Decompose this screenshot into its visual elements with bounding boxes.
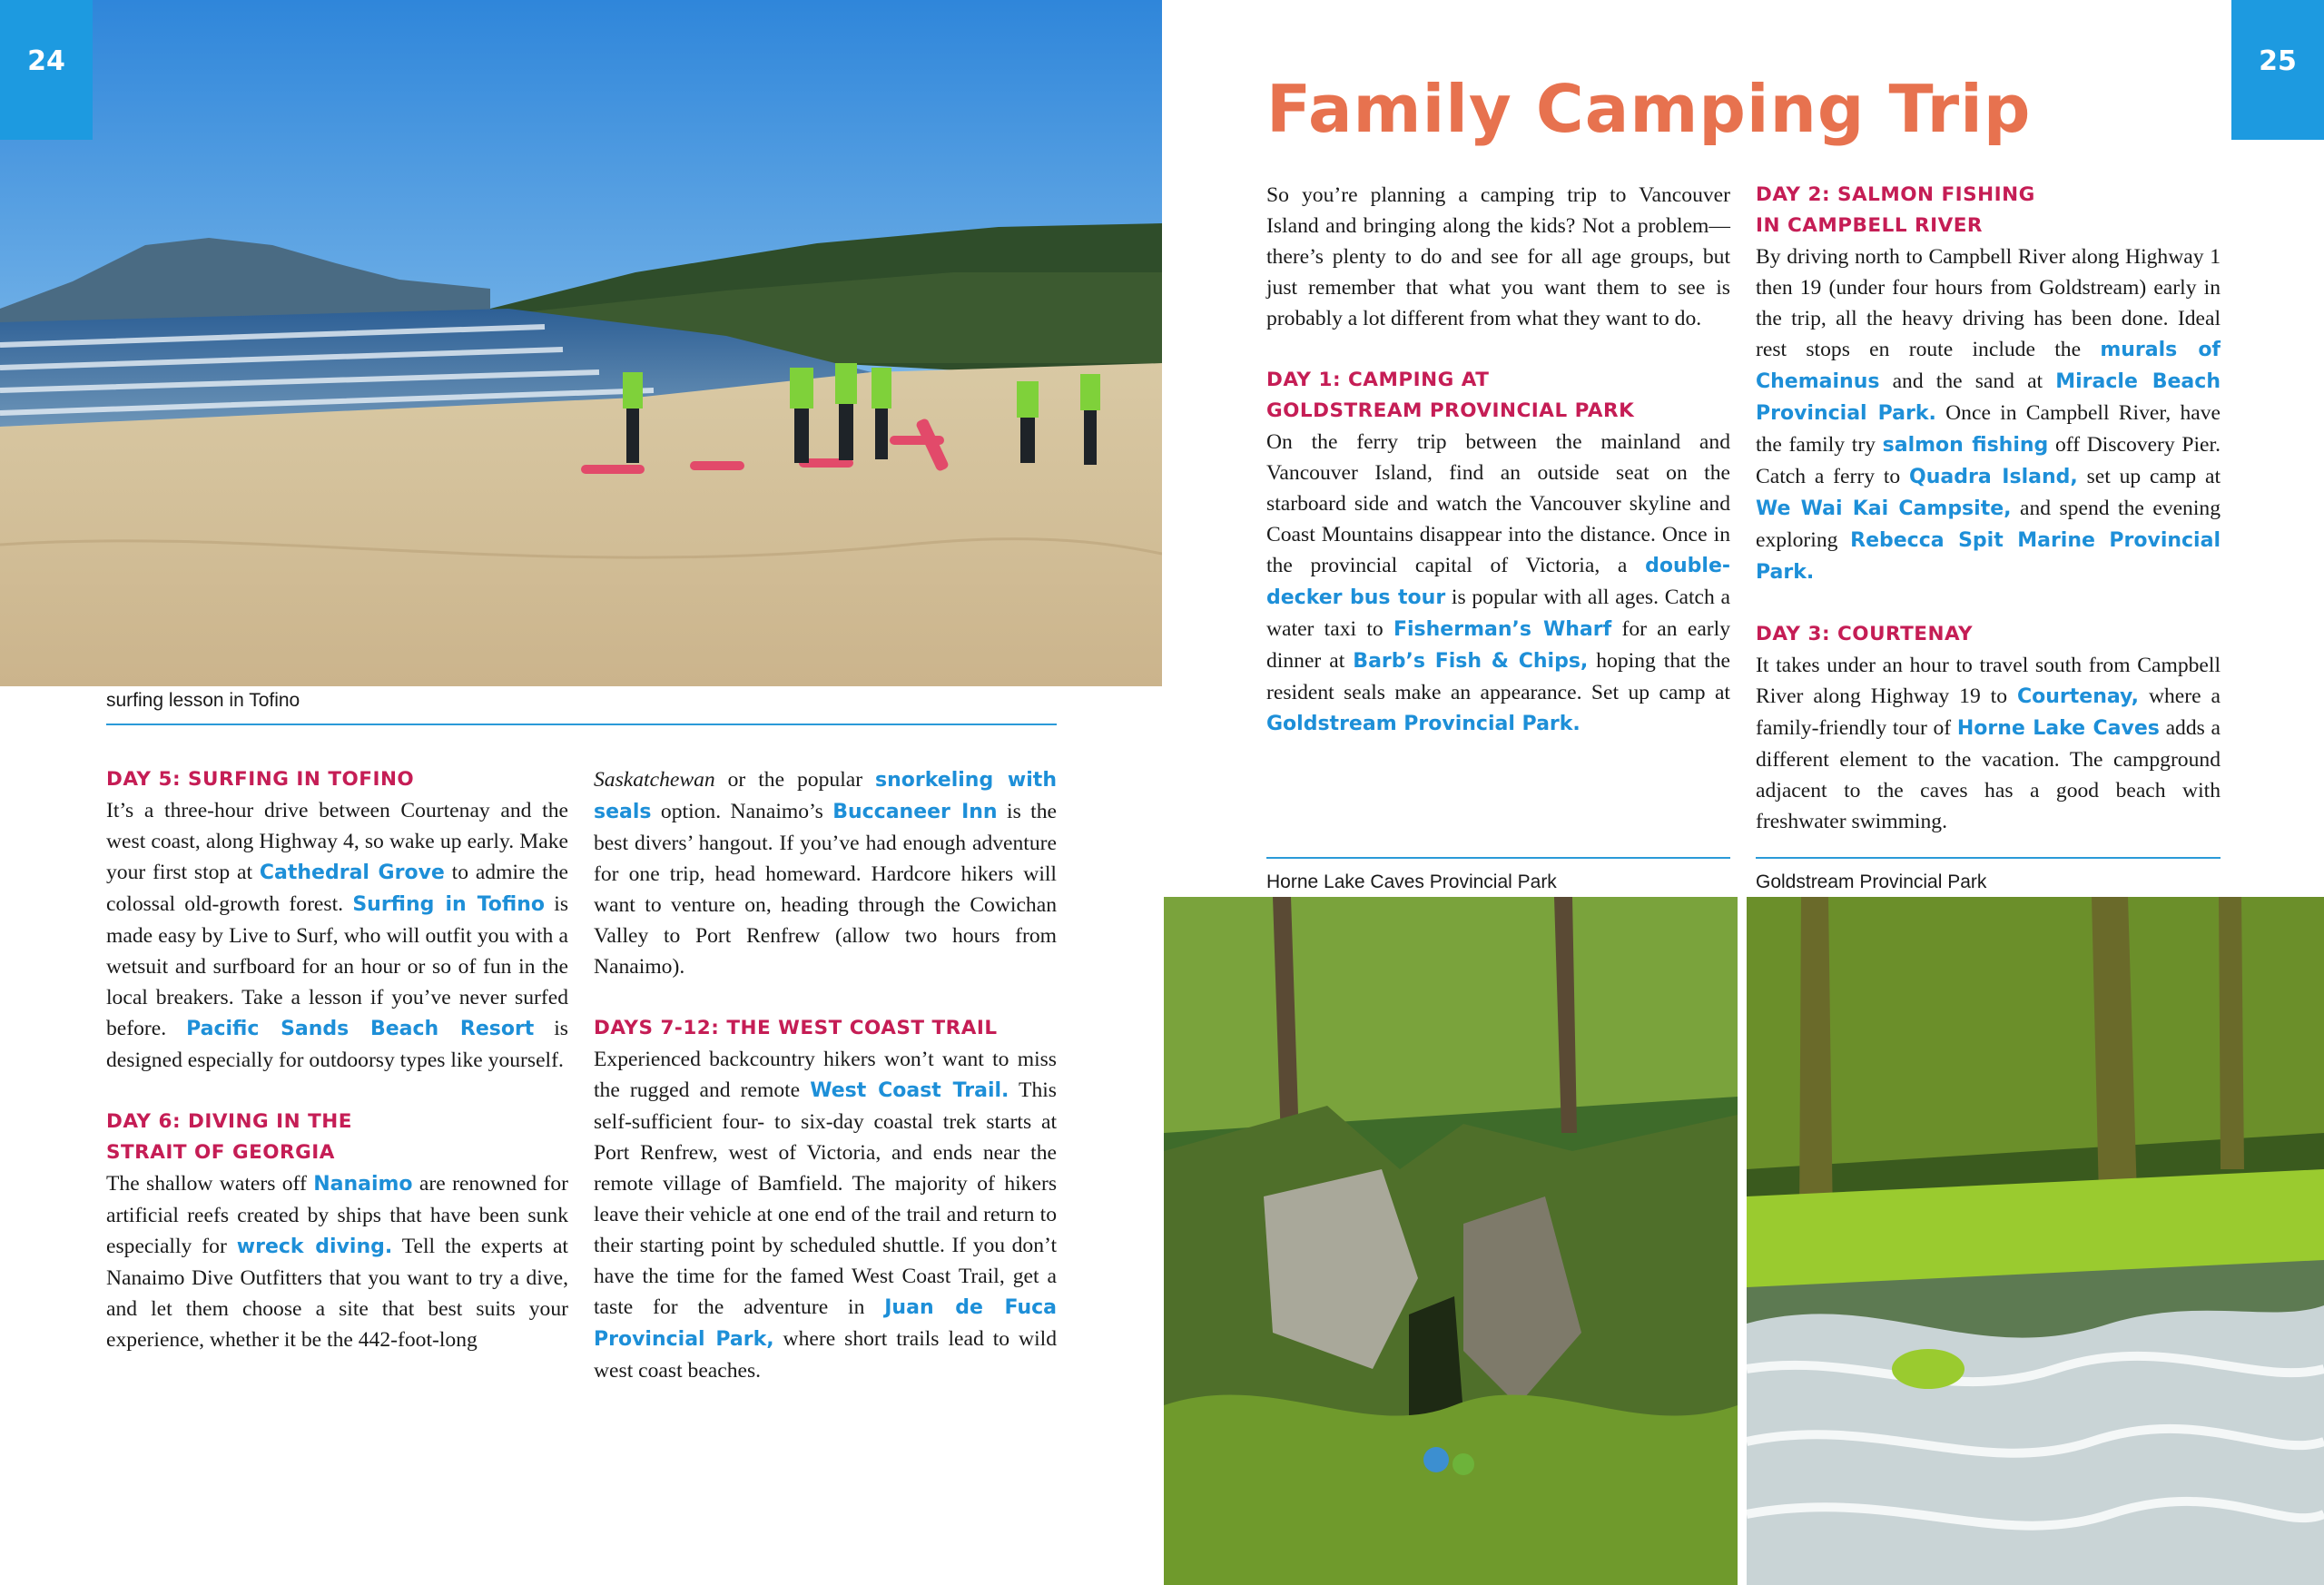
link-rebecca-spit: Rebecca Spit Marine Provincial Park. <box>1756 529 2221 584</box>
day7-section: DAYS 7-12: THE WEST COAST TRAIL Experienced backcountry hikers won’t want to miss the rugged and remote West Coast Trail. This self-sufficient four- to six-day coastal trek starts at Port Renfrew, west of Victoria, and ends near the remote village of Bamfield. The majority of hikers leave their vehicle at one end of the trail and return to their starting point by scheduled shuttle. If you don’t have the time for the famed West Coast Trail, get a taste for the adventure in Juan de Fuca Provincial Park, where short trails lead to wild west coast beaches. <box>594 1013 1057 1386</box>
link-goldstream: Goldstream Provincial Park. <box>1266 713 1581 735</box>
right-column-2 <box>1756 180 2221 837</box>
left-column-1 <box>106 764 568 1355</box>
link-snorkeling-seals: snorkeling with seals <box>594 769 1057 823</box>
link-buccaneer-inn: Buccaneer Inn <box>832 801 998 823</box>
page-number-right: 25 <box>2231 0 2324 140</box>
day6-heading: DAY 6: DIVING IN THE STRAIT OF GEORGIA <box>106 1110 352 1164</box>
link-horne-lake: Horne Lake Caves <box>1956 717 2160 740</box>
link-salmon-fishing: salmon fishing <box>1882 434 2049 457</box>
caption-rule-beach <box>106 724 1057 725</box>
link-wreck-diving: wreck diving. <box>236 1236 393 1258</box>
right-column-1 <box>1266 180 1730 740</box>
cave-photo <box>1164 897 1738 1585</box>
day3-section: DAY 3: COURTENAY It takes under an hour to travel south from Campbell River along Highway 19 to Courtenay, where a family-friendly tour of Horne Lake Caves adds a different element to the vacation. The campground adjacent to the caves has a good beach with freshwater swimming. <box>1756 619 2221 837</box>
link-pacific-sands: Pacific Sands Beach Resort <box>186 1018 535 1040</box>
day5-section: DAY 5: SURFING IN TOFINO It’s a three-hour drive between Courtenay and the west coast, along Highway 4, so wake up early. Make your first stop at Cathedral Grove to admire the colossal old-growth forest. Surfing in Tofino is made easy by Live to Surf, who will outfit you with a wetsuit and surfboard for an hour or so of fun in the local breakers. Take a lesson if you’ve never surfed before. Pacific Sands Beach Resort is designed especially for outdoorsy types like yourself. <box>106 764 568 1076</box>
link-miracle-beach: Miracle Beach Provincial Park. <box>1756 370 2221 425</box>
page-number-left: 24 <box>0 0 93 140</box>
caption-rule-forest <box>1756 857 2221 859</box>
day2-heading: DAY 2: SALMON FISHING IN CAMPBELL RIVER <box>1756 183 2035 237</box>
day3-heading: DAY 3: COURTENAY <box>1756 623 1974 645</box>
caption-beach: surfing lesson in Tofino <box>106 690 300 711</box>
day1-section: DAY 1: CAMPING AT GOLDSTREAM PROVINCIAL PARK On the ferry trip between the mainland and Vancouver Island, find an outside seat on the starboard side and watch the Vancouver skyline and Coast Mountains disappear into the distance. Once in the provincial capital of Victoria, a double-decker bus tour is popular with all ages. Catch a water taxi to Fisherman’s Wharf for an early dinner at Barb’s Fish & Chips, hoping that the resident seals make an appearance. Set up camp at Goldstream Provincial Park. <box>1266 365 1730 740</box>
caption-rule-cave <box>1266 857 1730 859</box>
link-west-coast-trail: West Coast Trail. <box>810 1079 1009 1102</box>
link-nanaimo: Nanaimo <box>313 1173 413 1196</box>
link-we-wai-kai: We Wai Kai Campsite, <box>1756 497 2012 520</box>
link-barbs: Barb’s Fish & Chips, <box>1353 650 1589 673</box>
day2-section: DAY 2: SALMON FISHING IN CAMPBELL RIVER By driving north to Campbell River along Highway 1 then 19 (under four hours from Goldstream) early in the trip, all the heavy driving has been done. Ideal rest stops en route include the murals of Chemainus and the sand at Miracle Beach Provincial Park. Once in Campbell River, have the family try salmon fishing off Discovery Pier. Catch a ferry to Quadra Island, set up camp at We Wai Kai Campsite, and spend the evening exploring Rebecca Spit Marine Provincial Park. <box>1756 180 2221 588</box>
day6-section: DAY 6: DIVING IN THE STRAIT OF GEORGIA The shallow waters off Nanaimo are renowned for artificial reefs created by ships that have been sunk especially for wreck diving. Tell the experts at Nanaimo Dive Outfitters that you want to try a dive, and let them choose a site that best suits your experience, whether it be the 442-foot-long <box>106 1107 568 1355</box>
beach-photo <box>0 0 1162 686</box>
day1-heading: DAY 1: CAMPING AT GOLDSTREAM PROVINCIAL PARK <box>1266 369 1635 422</box>
link-quadra: Quadra Island, <box>1909 466 2078 488</box>
page-title: Family Camping Trip <box>1266 71 2032 147</box>
link-cathedral-grove: Cathedral Grove <box>259 861 445 884</box>
day5-heading: DAY 5: SURFING IN TOFINO <box>106 768 415 791</box>
day7-heading: DAYS 7-12: THE WEST COAST TRAIL <box>594 1017 998 1039</box>
link-juan-de-fuca: Juan de Fuca Provincial Park, <box>594 1296 1057 1351</box>
forest-photo <box>1747 897 2324 1585</box>
caption-forest: Goldstream Provincial Park <box>1756 871 1987 892</box>
day6-continued: Saskatchewan or the popular snorkeling with seals option. Nanaimo’s Buccaneer Inn is the best divers’ hangout. If you’ve had enough adventure for one trip, head homeward. Hardcore hikers will want to venture on, heading through the Cowichan Valley to Port Renfrew (allow two hours from Nanaimo). <box>594 768 1057 979</box>
link-double-decker: double-decker bus tour <box>1266 555 1730 609</box>
link-surfing-tofino: Surfing in Tofino <box>352 893 545 916</box>
left-column-2 <box>594 764 1057 1386</box>
link-fishermans-wharf: Fisherman’s Wharf <box>1393 618 1612 641</box>
link-courtenay: Courtenay, <box>2016 685 2140 708</box>
intro-paragraph: So you’re planning a camping trip to Vancouver Island and bringing along the kids? Not a problem—there’s plenty to do and see for all age groups, but just remember that what you want them to see is probably a lot different from what they want to do. <box>1266 183 1730 330</box>
caption-cave: Horne Lake Caves Provincial Park <box>1266 871 1557 892</box>
link-chemainus: murals of Chemainus <box>1756 339 2221 393</box>
